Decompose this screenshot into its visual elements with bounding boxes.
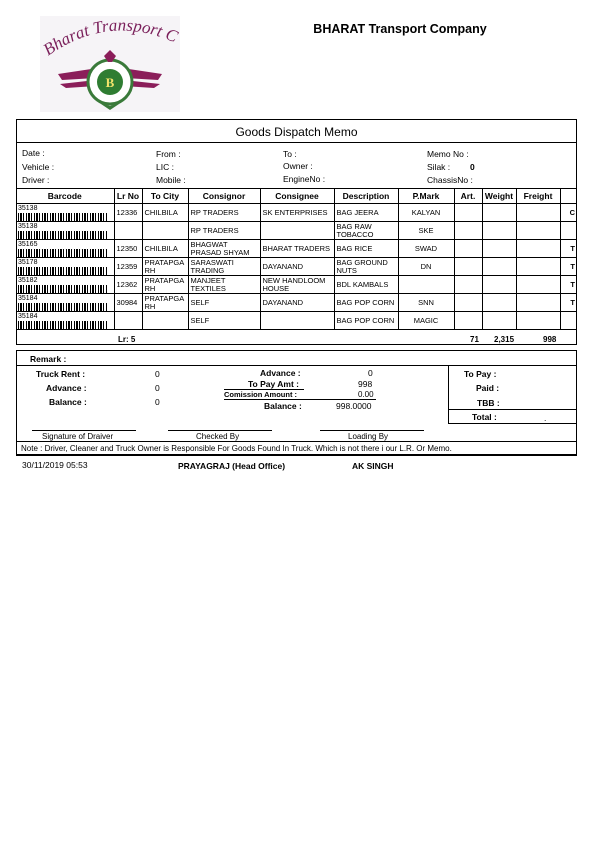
- to-pay-amt-value: 998: [358, 379, 373, 389]
- logo-text: Bharat Transport C: [40, 16, 180, 60]
- logo-emblem-icon: [40, 16, 180, 112]
- art-cell: [454, 276, 482, 294]
- responsibility-note: Note : Driver, Cleaner and Truck Owner is Responsible For Goods Found In Truck. Which is not there i our L.R. Or Memo.: [16, 441, 577, 456]
- consignor-cell: RP TRADERS: [188, 222, 260, 240]
- col-header: Art.: [454, 189, 482, 204]
- engine-no-label: EngineNo :: [283, 174, 326, 184]
- from-label: From :: [156, 149, 181, 159]
- barcode-icon: [18, 285, 108, 293]
- advance-value: 0: [155, 383, 160, 393]
- checked-by-label: Checked By: [196, 432, 240, 441]
- weight-cell: [482, 312, 516, 330]
- barcode-number: 35178: [18, 258, 38, 266]
- description-cell: BAG POP CORN: [334, 312, 398, 330]
- silak-value: 0: [470, 162, 475, 172]
- barcode-number: 35165: [18, 240, 38, 248]
- description-cell: BAG RAW TOBACCO: [334, 222, 398, 240]
- consignee-cell: DAYANAND: [260, 294, 334, 312]
- to-pay-amt-label: To Pay Amt :: [248, 379, 300, 389]
- col-header: Barcode: [16, 189, 114, 204]
- art-cell: [454, 204, 482, 222]
- user-name: AK SINGH: [352, 461, 394, 471]
- pmark-cell: SWAD: [398, 240, 454, 258]
- barcode-cell: [16, 294, 114, 312]
- col-header: Consignor: [188, 189, 260, 204]
- lr-count: Lr: 5: [118, 335, 136, 344]
- advance2-value: 0: [368, 368, 373, 378]
- barcode-cell: [16, 258, 114, 276]
- driver-signature-label: Signature of Draiver: [42, 432, 114, 441]
- silak-label: Silak :: [427, 162, 451, 172]
- memo-title: Goods Dispatch Memo: [235, 125, 358, 139]
- date-label: Date :: [22, 148, 45, 158]
- description-cell: BAG JEERA: [334, 204, 398, 222]
- pay-type-cell: [560, 312, 577, 330]
- driver-signature-line: [32, 430, 136, 431]
- advance-label: Advance :: [46, 383, 87, 393]
- barcode-cell: [16, 276, 114, 294]
- commission-label: Comission Amount :: [224, 390, 298, 399]
- art-cell: [454, 294, 482, 312]
- pay-type-cell: T: [560, 240, 577, 258]
- col-header: [560, 189, 577, 204]
- lic-label: LIC :: [156, 162, 174, 172]
- art-cell: [454, 312, 482, 330]
- total-value: .: [544, 413, 547, 423]
- barcode-number: 35182: [18, 276, 38, 284]
- balance2-rule: [224, 399, 376, 400]
- table-row: [16, 276, 577, 294]
- col-header: To City: [142, 189, 188, 204]
- owner-label: Owner :: [283, 161, 313, 171]
- barcode-cell: [16, 222, 114, 240]
- art-cell: [454, 222, 482, 240]
- items-table: [16, 188, 577, 330]
- weight-cell: [482, 294, 516, 312]
- pay-type-cell: C: [560, 204, 577, 222]
- vehicle-label: Vehicle :: [22, 162, 55, 172]
- loading-by-line: [320, 430, 424, 431]
- consignor-cell: MANJEET TEXTILES: [188, 276, 260, 294]
- art-cell: [454, 240, 482, 258]
- pay-type-cell: T: [560, 294, 577, 312]
- tbb-label: TBB :: [477, 398, 500, 408]
- memo-no-label: Memo No :: [427, 149, 469, 159]
- consignor-cell: BHAGWAT PRASAD SHYAM: [188, 240, 260, 258]
- description-cell: BAG GROUND NUTS: [334, 258, 398, 276]
- barcode-icon: [18, 303, 108, 311]
- header-divider: [16, 142, 577, 143]
- barcode-icon: [18, 321, 108, 329]
- description-cell: BAG RICE: [334, 240, 398, 258]
- total-weight: 2,315: [494, 335, 515, 344]
- barcode-number: 35184: [18, 312, 38, 320]
- barcode-icon: [18, 267, 108, 275]
- lr-no-cell: 12350: [114, 240, 142, 258]
- freight-cell: [516, 294, 560, 312]
- barcode-number: 35138: [18, 204, 38, 212]
- weight-cell: [482, 240, 516, 258]
- total-rule: [448, 409, 577, 410]
- to-city-cell: [142, 312, 188, 330]
- company-name: BHARAT Transport Company: [313, 22, 487, 36]
- total-art: 71: [470, 335, 479, 344]
- table-row: [16, 204, 577, 222]
- to-city-cell: CHILBILA: [142, 240, 188, 258]
- to-city-cell: PRATAPGA RH: [142, 294, 188, 312]
- paid-label: Paid :: [476, 383, 500, 393]
- to-city-cell: PRATAPGA RH: [142, 276, 188, 294]
- pmark-cell: SKE: [398, 222, 454, 240]
- truck-rent-label: Truck Rent :: [36, 369, 86, 379]
- pay-type-cell: T: [560, 258, 577, 276]
- freight-cell: [516, 204, 560, 222]
- lr-no-cell: 12362: [114, 276, 142, 294]
- consignor-cell: RP TRADERS: [188, 204, 260, 222]
- print-datetime: 30/11/2019 05:53: [22, 460, 88, 470]
- col-header: Freight: [516, 189, 560, 204]
- total-label: Total :: [472, 412, 497, 422]
- lr-no-cell: [114, 312, 142, 330]
- freight-cell: [516, 222, 560, 240]
- barcode-cell: [16, 204, 114, 222]
- lr-no-cell: 30984: [114, 294, 142, 312]
- lr-no-cell: 12336: [114, 204, 142, 222]
- barcode-number: 35138: [18, 222, 38, 230]
- consignor-cell: SARASWATI TRADING: [188, 258, 260, 276]
- checked-by-line: [168, 430, 272, 431]
- consignee-cell: NEW HANDLOOM HOUSE: [260, 276, 334, 294]
- consignor-cell: SELF: [188, 312, 260, 330]
- consignee-cell: SK ENTERPRISES: [260, 204, 334, 222]
- barcode-cell: [16, 240, 114, 258]
- col-header: Consignee: [260, 189, 334, 204]
- to-city-cell: PRATAPGA RH: [142, 258, 188, 276]
- balance2-label: Balance :: [264, 401, 302, 411]
- pmark-cell: MAGIC: [398, 312, 454, 330]
- freight-cell: [516, 312, 560, 330]
- pmark-cell: SNN: [398, 294, 454, 312]
- barcode-number: 35184: [18, 294, 38, 302]
- loading-by-label: Loading By: [348, 432, 389, 441]
- barcode-icon: [18, 213, 108, 221]
- lr-no-cell: 12359: [114, 258, 142, 276]
- table-header-row: [16, 189, 577, 204]
- barcode-cell: [16, 312, 114, 330]
- col-header: Description: [334, 189, 398, 204]
- col-header: P.Mark: [398, 189, 454, 204]
- description-cell: BDL KAMBALS: [334, 276, 398, 294]
- description-cell: BAG POP CORN: [334, 294, 398, 312]
- to-label: To :: [283, 149, 297, 159]
- pmark-cell: KALYAN: [398, 204, 454, 222]
- mobile-label: Mobile :: [156, 175, 186, 185]
- advance2-label: Advance :: [260, 368, 301, 378]
- consignor-cell: SELF: [188, 294, 260, 312]
- pmark-cell: [398, 276, 454, 294]
- pay-type-cell: T: [560, 276, 577, 294]
- table-row: [16, 222, 577, 240]
- balance-label: Balance :: [49, 397, 87, 407]
- remark-label: Remark :: [30, 354, 67, 364]
- total-freight: 998: [543, 335, 557, 344]
- lr-no-cell: [114, 222, 142, 240]
- freight-cell: [516, 258, 560, 276]
- barcode-icon: [18, 231, 108, 239]
- commission-value: 0.00: [358, 390, 374, 399]
- pmark-cell: DN: [398, 258, 454, 276]
- weight-cell: [482, 276, 516, 294]
- table-row: [16, 294, 577, 312]
- balance-value: 0: [155, 397, 160, 407]
- freight-cell: [516, 240, 560, 258]
- col-header: Weight: [482, 189, 516, 204]
- pay-type-cell: [560, 222, 577, 240]
- to-city-cell: CHILBILA: [142, 204, 188, 222]
- freight-cell: [516, 276, 560, 294]
- weight-cell: [482, 204, 516, 222]
- balance2-value: 998.0000: [336, 401, 372, 411]
- office-name: PRAYAGRAJ (Head Office): [178, 461, 286, 471]
- chassis-no-label: ChassisNo :: [427, 175, 473, 185]
- table-row: [16, 240, 577, 258]
- consignee-cell: DAYANAND: [260, 258, 334, 276]
- truck-rent-value: 0: [155, 369, 160, 379]
- to-pay-label: To Pay :: [464, 369, 497, 379]
- svg-text:B: B: [105, 75, 115, 90]
- table-row: [16, 312, 577, 330]
- weight-cell: [482, 222, 516, 240]
- art-cell: [454, 258, 482, 276]
- to-city-cell: [142, 222, 188, 240]
- col-header: Lr No: [114, 189, 142, 204]
- company-logo: [40, 16, 180, 112]
- weight-cell: [482, 258, 516, 276]
- consignee-cell: BHARAT TRADERS: [260, 240, 334, 258]
- driver-label: Driver :: [22, 175, 50, 185]
- consignee-cell: [260, 312, 334, 330]
- consignee-cell: [260, 222, 334, 240]
- barcode-icon: [18, 249, 108, 257]
- table-row: [16, 258, 577, 276]
